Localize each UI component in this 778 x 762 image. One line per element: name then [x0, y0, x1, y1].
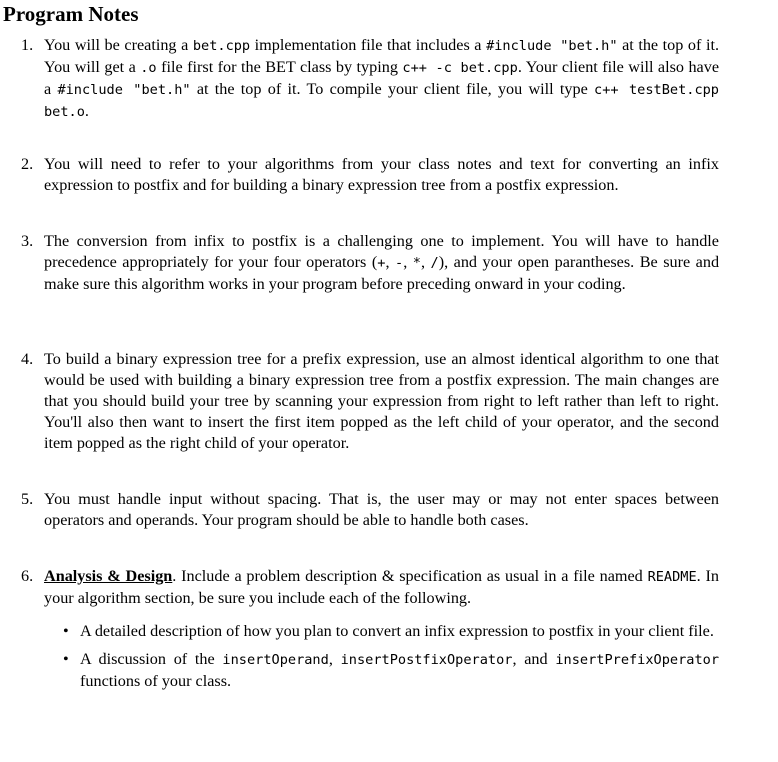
note-number: 5. — [21, 490, 34, 508]
text-run: The conversion from infix to postfix is a challenging one to implement. You will have to handle precedence appropriately for your four operators ( — [44, 232, 719, 271]
code-snippet: insertOperand — [222, 652, 329, 668]
text-run: implementation file that includes a — [250, 36, 487, 54]
section-heading: Analysis & Design — [44, 567, 173, 585]
bullet-icon: • — [63, 622, 69, 640]
code-snippet: - — [395, 255, 404, 271]
code-snippet: README — [647, 569, 697, 585]
text-run: , — [328, 650, 341, 668]
note-text — [44, 35, 719, 123]
text-run: functions of your class. — [80, 672, 232, 690]
text-run: . In your algorithm section, be sure you include each of the following. — [44, 567, 719, 607]
note-text — [44, 489, 719, 531]
note-item-6 — [21, 566, 719, 699]
page-title: Program Notes — [3, 2, 139, 26]
text-run: You will be creating a — [44, 36, 193, 54]
note-number: 2. — [21, 155, 34, 173]
design-requirements-list — [21, 621, 719, 692]
code-snippet: #include "bet.h" — [57, 82, 191, 98]
text-run: A discussion of the — [80, 650, 223, 668]
note-item-4 — [21, 349, 719, 454]
note-text — [44, 154, 719, 196]
note-item-3 — [21, 231, 719, 295]
text-run: . — [84, 102, 89, 120]
code-snippet: * — [412, 255, 421, 271]
text-run: at the top of it. You will get a — [44, 36, 719, 76]
requirement-text — [80, 650, 719, 690]
text-run: You will need to refer to your algorithms from your class notes and text for converting an infix expression to postfix and for building a binary expression tree from a postfix expression. — [44, 155, 719, 194]
requirement-text — [80, 622, 714, 640]
text-run: . Include a problem description & specification as usual in a file named — [172, 567, 648, 585]
text-run: at the top of it. To compile your client file, you will type — [190, 80, 595, 98]
text-run: , — [385, 253, 395, 271]
note-text — [44, 231, 719, 295]
note-item-1 — [21, 35, 719, 123]
bullet-icon: • — [63, 650, 69, 668]
text-run: ), and your open parantheses. Be sure and make sure this algorithm works in your program before preceding onward in your coding. — [44, 253, 720, 293]
text-run: A detailed description of how you plan to convert an infix expression to postfix in your client file. — [80, 622, 714, 640]
text-run: You must handle input without spacing. That is, the user may or may not enter spaces between operators and operands. Your program should be able to handle both cases. — [44, 490, 719, 529]
code-snippet: insertPrefixOperator — [555, 652, 720, 668]
note-text — [44, 349, 719, 454]
code-snippet: .o — [140, 60, 157, 76]
text-run: , — [420, 253, 431, 271]
note-item-2 — [21, 154, 719, 196]
note-number: 1. — [21, 36, 34, 54]
text-run: To build a binary expression tree for a prefix expression, use an almost identical algorithm to one that would be used with building a binary expression tree from a postfix expression. The main changes are that you should build your tree by scanning your expression from right to left rather than left to right. You'll also then want to insert the first item popped as the left child of your operator, and the second item popped as the right child of your operator. — [44, 350, 719, 452]
note-number: 3. — [21, 232, 34, 250]
note-item-5 — [21, 489, 719, 531]
code-snippet: bet.cpp — [192, 38, 251, 54]
note-number: 4. — [21, 350, 34, 368]
design-requirement-item — [63, 621, 719, 642]
code-snippet: #include "bet.h" — [486, 38, 618, 54]
text-run: , — [403, 253, 413, 271]
code-snippet: c++ -c bet.cpp — [402, 60, 518, 76]
code-snippet: c++ testBet.cpp bet.o — [44, 82, 719, 120]
code-snippet: + — [377, 255, 386, 271]
code-snippet: / — [430, 255, 439, 271]
design-requirement-item — [63, 649, 720, 692]
note-text — [44, 566, 719, 609]
text-run: , and — [512, 650, 556, 668]
text-run: file first for the BET class by typing — [156, 58, 403, 76]
text-run: . Your client file will also have a — [44, 58, 720, 98]
note-number: 6. — [21, 567, 34, 585]
code-snippet: insertPostfixOperator — [340, 652, 513, 668]
